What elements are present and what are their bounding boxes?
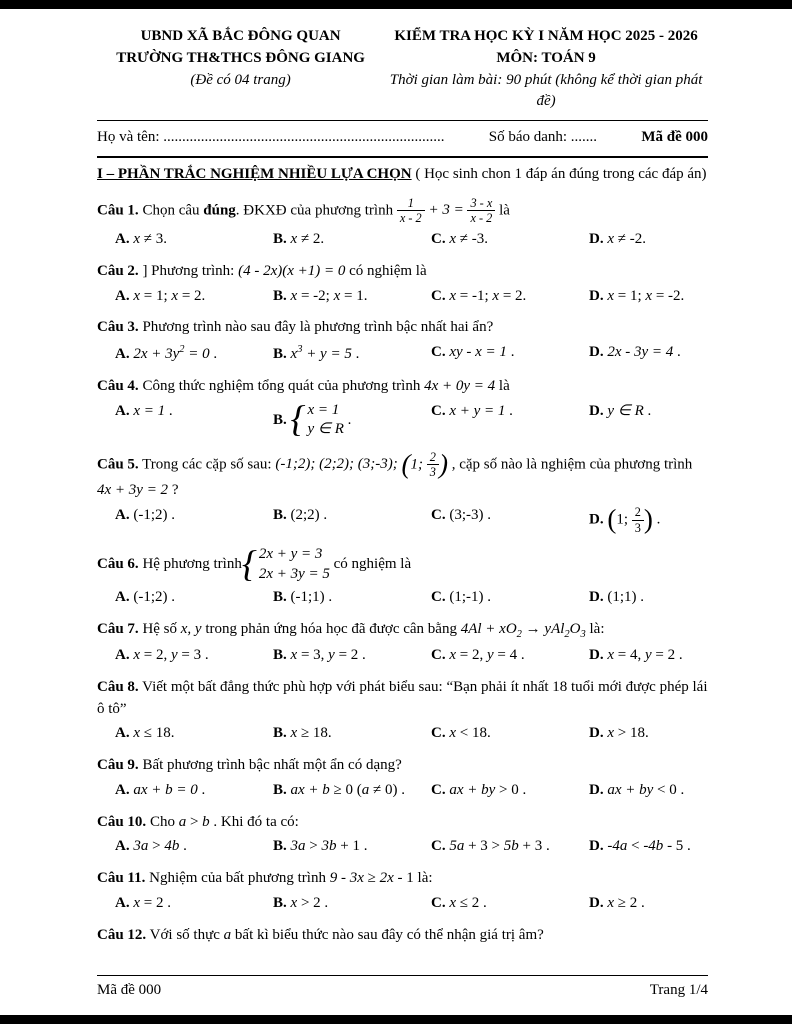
option-letter: B. xyxy=(273,287,287,304)
question-number: Câu 3. xyxy=(97,319,139,336)
answer-option: A. x = 1; x = 2. xyxy=(115,287,206,304)
option-letter: B. xyxy=(273,894,287,911)
question-number: Câu 9. xyxy=(97,757,139,774)
question xyxy=(97,450,708,536)
option-letter: A. xyxy=(115,647,130,664)
answer-option: A. $2x + 3y^2 = 0$ . xyxy=(115,344,218,362)
question xyxy=(97,261,708,308)
authority-name: UBND XÃ BẮC ĐÔNG QUAN xyxy=(140,28,341,44)
option-letter: C. xyxy=(431,781,446,798)
question-text: Câu 2. ] Phương trình: (4 - 2x)(x +1) = 0 có nghiệm là xyxy=(97,262,427,279)
option-letter: B. xyxy=(273,231,287,247)
option-letter: A. xyxy=(115,287,130,304)
exam-subject: MÔN: TOÁN 9 xyxy=(496,49,596,66)
option-letter: D. xyxy=(589,725,604,742)
answer-option: B. x ≥ 18. xyxy=(273,725,332,742)
answer-option: D. (1;1) . xyxy=(589,589,645,606)
answer-option: B. { x = 1 y ∈ R . xyxy=(273,399,352,441)
option-letter: C. xyxy=(431,838,446,855)
question xyxy=(97,545,708,609)
answer-option: A. (-1;2) . xyxy=(115,589,175,606)
school-name: TRƯỜNG TH&THCS ĐÔNG GIANG xyxy=(116,49,365,66)
answer-option: B. $x^3 + y = 5$ . xyxy=(273,344,360,362)
candidate-number-field: Số báo danh: ....... xyxy=(488,129,598,145)
question xyxy=(97,677,708,745)
question-text: Câu 11. Nghiệm của bất phương trình 9 - 3x ≥ 2x - 1 là: xyxy=(97,870,433,887)
answer-option: C. xy - x = 1 . xyxy=(431,344,515,360)
answer-option: A. ax + b = 0 . xyxy=(115,781,206,798)
question xyxy=(97,812,708,859)
option-letter: B. xyxy=(273,589,287,606)
question-text: Câu 5. Trong các cặp số sau: (-1;2); (2;2); (3;-3); ( 1; $\frac{2}{3}$ ) , cặp số nào là nghiệm của phương trình 4x + 3y = 2 ? xyxy=(97,448,693,498)
option-letter: A. xyxy=(115,838,130,855)
answer-option: B. x = 3, y = 2 . xyxy=(273,647,366,664)
answer-option: D. x ≠ -2. xyxy=(589,231,646,247)
option-letter: D. xyxy=(589,838,604,855)
question-text: Câu 12. Với số thực a bất kì biểu thức nào sau đây có thể nhận giá trị âm? xyxy=(97,926,544,943)
answer-option: A. 3a > 4b . xyxy=(115,838,187,855)
answer-options-row xyxy=(97,836,708,858)
question xyxy=(97,925,708,947)
question-number: Câu 5. xyxy=(97,456,139,473)
question-text: Câu 9. Bất phương trình bậc nhất một ẩn có dạng? xyxy=(97,757,402,774)
page-top-border xyxy=(0,0,792,9)
section-note: ( Học sinh chon 1 đáp án đúng trong các đáp án) xyxy=(411,165,707,182)
option-letter: A. xyxy=(115,589,130,606)
question xyxy=(97,619,708,667)
exam-info-block xyxy=(384,26,708,113)
question-text: Câu 1. Chọn câu đúng. ĐKXĐ của phương trình $\frac{1}{x - 2}$ + 3 = $\frac{3 - x}{x - 2}$ là xyxy=(97,195,510,226)
answer-option: C. 5a + 3 > 5b + 3 . xyxy=(431,838,550,855)
footer-exam-code: Mã đề 000 xyxy=(97,982,162,999)
question-number: Câu 10. xyxy=(97,813,147,830)
option-letter: A. xyxy=(115,781,130,798)
answer-options-row xyxy=(97,645,708,667)
option-letter: A. xyxy=(115,346,130,362)
answer-option: A. x = 2, y = 3 . xyxy=(115,647,209,664)
question-number: Câu 6. xyxy=(97,556,139,573)
answer-option: A. x = 2 . xyxy=(115,894,171,911)
exam-duration-note: Thời gian làm bài: 90 phút (không kể thời gian phát đề) xyxy=(389,71,703,110)
question-number: Câu 11. xyxy=(97,870,146,887)
answer-option: B. (2;2) . xyxy=(273,506,328,523)
option-letter: D. xyxy=(589,402,604,419)
answer-options-row xyxy=(97,342,708,366)
question-text: Câu 4. Công thức nghiệm tổng quát của phương trình 4x + 0y = 4 là xyxy=(97,377,510,394)
answer-option: C. x = -1; x = 2. xyxy=(431,287,527,304)
answer-option: A. x ≠ 3. xyxy=(115,231,167,247)
answer-option: C. ax + by > 0 . xyxy=(431,781,527,798)
answer-options-row xyxy=(97,780,708,802)
answer-option: C. x + y = 1 . xyxy=(431,402,513,419)
question-number: Câu 4. xyxy=(97,377,139,394)
option-letter: D. xyxy=(589,231,604,247)
option-letter: B. xyxy=(273,725,287,742)
option-letter: A. xyxy=(115,402,130,419)
question xyxy=(97,868,708,915)
option-letter: B. xyxy=(273,781,287,798)
option-letter: C. xyxy=(431,402,446,419)
question-number: Câu 8. xyxy=(97,678,139,695)
answer-option: D. y ∈ R . xyxy=(589,402,652,419)
issuing-authority-block xyxy=(97,26,384,113)
student-info-row xyxy=(97,127,708,149)
option-letter: D. xyxy=(589,511,604,528)
option-letter: D. xyxy=(589,894,604,911)
page-footer xyxy=(97,975,708,1002)
answer-option: D. ax + by < 0 . xyxy=(589,781,685,798)
option-letter: B. xyxy=(273,346,287,362)
exam-code-badge: Mã đề 000 xyxy=(641,129,708,145)
answer-options-row xyxy=(97,723,708,745)
question xyxy=(97,196,708,251)
option-letter: D. xyxy=(589,287,604,304)
answer-option: B. ax + b ≥ 0 (a ≠ 0) . xyxy=(273,781,406,798)
answer-option: D. -4a < -4b - 5 . xyxy=(589,838,691,855)
option-letter: C. xyxy=(431,725,446,742)
answer-options-row xyxy=(97,229,708,251)
answer-option: C. x < 18. xyxy=(431,725,491,742)
answer-options-row xyxy=(97,505,708,536)
question-number: Câu 7. xyxy=(97,621,139,637)
option-letter: B. xyxy=(273,838,287,855)
answer-options-row xyxy=(97,587,708,609)
footer-page-number: Trang 1/4 xyxy=(649,982,708,999)
option-letter: C. xyxy=(431,287,446,304)
answer-option: C. x ≤ 2 . xyxy=(431,894,487,911)
question xyxy=(97,755,708,802)
answer-option: B. (-1;1) . xyxy=(273,589,333,606)
option-letter: D. xyxy=(589,344,604,360)
option-letter: D. xyxy=(589,781,604,798)
option-letter: C. xyxy=(431,344,446,360)
answer-option: A. x = 1 . xyxy=(115,402,173,419)
option-letter: C. xyxy=(431,589,446,606)
header-divider xyxy=(97,120,708,121)
question-text: Câu 3. Phương trình nào sau đây là phương trình bậc nhất hai ẩn? xyxy=(97,319,494,336)
answer-options-row xyxy=(97,401,708,440)
option-letter: D. xyxy=(589,589,604,606)
question xyxy=(97,317,708,366)
question-text: Câu 8. Viết một bất đẳng thức phù hợp với phát biểu sau: “Bạn phải ít nhất 18 tuổi mới được phép lái ô tô” xyxy=(97,678,708,717)
pages-note: (Đề có 04 trang) xyxy=(190,71,291,88)
answer-option: A. (-1;2) . xyxy=(115,506,175,523)
option-letter: A. xyxy=(115,506,130,523)
question-number: Câu 1. xyxy=(97,202,139,219)
section-heading xyxy=(97,164,708,186)
answer-option: D. x ≥ 2 . xyxy=(589,894,645,911)
answer-option: C. (3;-3) . xyxy=(431,506,491,523)
question-list xyxy=(97,196,708,947)
question-text: Câu 10. Cho a > b . Khi đó ta có: xyxy=(97,813,299,830)
answer-option: C. (1;-1) . xyxy=(431,589,491,606)
option-letter: B. xyxy=(273,506,287,523)
answer-option: D. x = 4, y = 2 . xyxy=(589,647,683,664)
answer-option: D. ( 1; $\frac{2}{3}$ ) . xyxy=(589,504,661,535)
option-letter: C. xyxy=(431,231,446,247)
option-letter: C. xyxy=(431,894,446,911)
answer-option: D. 2x - 3y = 4 . xyxy=(589,344,681,360)
question-number: Câu 2. xyxy=(97,262,139,279)
exam-title: KIỂM TRA HỌC KỲ I NĂM HỌC 2025 - 2026 xyxy=(394,28,698,44)
option-letter: C. xyxy=(431,647,446,664)
option-letter: C. xyxy=(431,506,446,523)
option-letter: B. xyxy=(273,411,287,428)
option-letter: D. xyxy=(589,647,604,664)
section-title: I – PHẦN TRẮC NGHIỆM NHIỀU LỰA CHỌN xyxy=(97,165,412,182)
answer-options-row xyxy=(97,893,708,915)
answer-option: B. x = -2; x = 1. xyxy=(273,287,368,304)
answer-option: D. x > 18. xyxy=(589,725,649,742)
answer-option: A. x ≤ 18. xyxy=(115,725,175,742)
option-letter: A. xyxy=(115,894,130,911)
page-bottom-border xyxy=(0,1015,792,1024)
question-text: Câu 6. Hệ phương trình { 2x + y = 3 2x + 3y = 5 có nghiệm là xyxy=(97,543,412,585)
question-text: Câu 7. Hệ số x, y trong phản ứng hóa học đã được cân bằng $4Al + xO_2 \to yAl_2O_3$ là: xyxy=(97,621,605,640)
answer-option: B. 3a > 3b + 1 . xyxy=(273,838,368,855)
answer-option: D. x = 1; x = -2. xyxy=(589,287,685,304)
answer-option: B. x ≠ 2. xyxy=(273,231,325,247)
answer-option: B. x > 2 . xyxy=(273,894,329,911)
answer-option: C. x = 2, y = 4 . xyxy=(431,647,525,664)
option-letter: A. xyxy=(115,725,130,742)
option-letter: B. xyxy=(273,647,287,664)
student-name-field: Họ và tên: ........................................................................... xyxy=(97,129,445,145)
answer-option: C. x ≠ -3. xyxy=(431,231,488,247)
question xyxy=(97,376,708,440)
info-divider xyxy=(97,156,708,158)
option-letter: A. xyxy=(115,231,130,247)
exam-header xyxy=(97,26,708,113)
question-number: Câu 12. xyxy=(97,926,147,943)
answer-options-row xyxy=(97,286,708,308)
